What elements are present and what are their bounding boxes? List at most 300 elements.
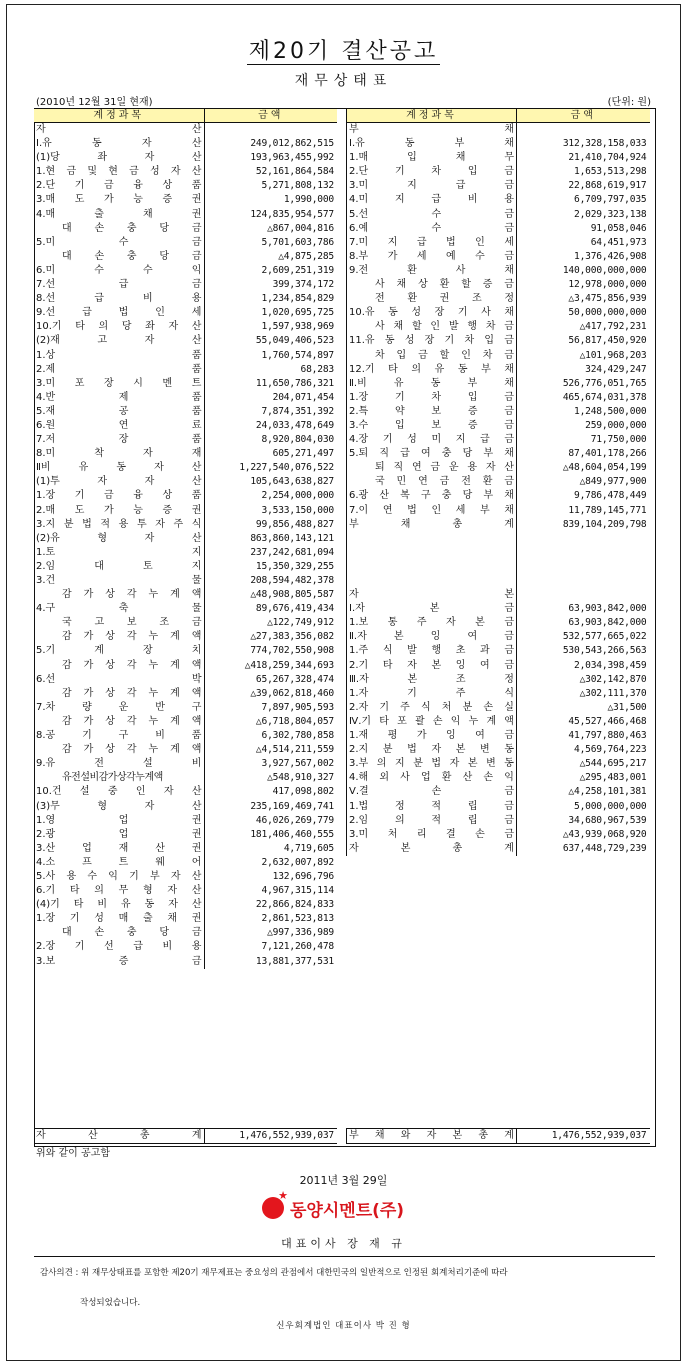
amount-cell: 399,374,172 bbox=[204, 278, 337, 292]
table-row bbox=[34, 743, 337, 757]
account-label: 7. 미 지 급 법 인 세 bbox=[349, 236, 514, 248]
table-row bbox=[347, 687, 650, 701]
amount-cell: 1,990,000 bbox=[204, 193, 337, 207]
liabilities-equity-total-amount: 1,476,552,939,037 bbox=[517, 1129, 650, 1144]
account-name bbox=[347, 687, 517, 701]
account-name bbox=[347, 771, 517, 785]
account-name bbox=[347, 489, 517, 503]
assets-table bbox=[34, 108, 337, 969]
account-name bbox=[347, 461, 517, 475]
account-name bbox=[347, 814, 517, 828]
account-name bbox=[34, 165, 204, 179]
account-label: 1. 현 금 및 현 금 성 자 산 bbox=[36, 166, 202, 178]
account-label: 9. 유 전 설 비 bbox=[36, 758, 202, 770]
amount-cell: 64,451,973 bbox=[517, 236, 650, 250]
account-label: 11. 유 동 성 장 기 차 입 금 bbox=[349, 335, 514, 347]
table-row bbox=[347, 814, 650, 828]
account-name bbox=[347, 151, 517, 165]
account-label: 2. 광 업 권 bbox=[36, 828, 202, 840]
account-name bbox=[34, 560, 204, 574]
table-row bbox=[347, 701, 650, 715]
amount-cell: 63,903,842,000 bbox=[517, 616, 650, 630]
account-name bbox=[34, 602, 204, 616]
audit-opinion: 감사의견 : 위 재무상태표를 포함한 제20기 재무제표는 중요성의 관점에서 대한민국의 일반적으로 인정된 회계처리기준에 따라 bbox=[40, 1268, 508, 1278]
account-name bbox=[347, 137, 517, 151]
account-name bbox=[347, 391, 517, 405]
table-row bbox=[347, 532, 650, 546]
amount-cell: 530,543,266,563 bbox=[517, 644, 650, 658]
table-row bbox=[34, 574, 337, 588]
amount-cell: 637,448,729,239 bbox=[517, 842, 650, 856]
account-label: 자 산 bbox=[36, 124, 202, 135]
account-label: 1. 법 정 적 립 금 bbox=[349, 800, 514, 812]
amount-cell: 105,643,638,827 bbox=[204, 475, 337, 489]
table-row bbox=[347, 757, 650, 771]
account-label: 대 손 충 당 금 bbox=[62, 222, 202, 234]
account-label: Ⅰ. 유 동 자 산 bbox=[36, 138, 202, 150]
table-row bbox=[34, 137, 337, 151]
account-name bbox=[347, 320, 517, 334]
account-name bbox=[347, 504, 517, 518]
table-row bbox=[34, 870, 337, 884]
account-label: 전 환 권 조 정 bbox=[375, 293, 514, 305]
audit-opinion-continued: 작성되었습니다. bbox=[80, 1298, 141, 1308]
account-name bbox=[34, 828, 204, 842]
account-name bbox=[347, 673, 517, 687]
auditor-signature: 신우회계법인 대표이사 박 진 형 bbox=[276, 1321, 411, 1331]
table-row bbox=[347, 391, 650, 405]
amount-cell bbox=[517, 574, 650, 588]
account-name bbox=[34, 588, 204, 602]
account-label: 2. 자 기 주 식 처 분 손 실 bbox=[349, 701, 514, 713]
account-label: 8. 부 가 세 예 수 금 bbox=[349, 250, 514, 262]
table-row bbox=[347, 363, 650, 377]
account-name bbox=[347, 546, 517, 560]
account-name bbox=[347, 785, 517, 799]
company-name: 동양시멘트(주) bbox=[290, 1200, 405, 1221]
account-label: 부 채 총 계 bbox=[349, 518, 514, 530]
account-name bbox=[34, 208, 204, 222]
account-label: 8. 선 급 비 용 bbox=[36, 293, 202, 305]
table-row bbox=[347, 673, 650, 687]
amount-cell: △43,939,068,920 bbox=[517, 828, 650, 842]
account-label: 5. 기 계 장 치 bbox=[36, 645, 202, 657]
account-name bbox=[347, 842, 517, 856]
account-label: 국 민 연 금 전 환 금 bbox=[375, 476, 514, 488]
statement-subtitle: 재무상태표 bbox=[294, 73, 393, 89]
account-label: 1. 주 식 발 행 초 과 금 bbox=[349, 645, 514, 657]
account-label: 7. 저 장 품 bbox=[36, 434, 202, 446]
account-label: 2. 임 대 토 지 bbox=[36, 560, 202, 572]
account-name bbox=[347, 250, 517, 264]
amount-cell: △39,062,818,460 bbox=[204, 687, 337, 701]
table-row bbox=[34, 701, 337, 715]
account-label: 1. 상 품 bbox=[36, 349, 202, 361]
amount-cell: 1,597,938,969 bbox=[204, 320, 337, 334]
account-label: 2. 매 도 가 능 증 권 bbox=[36, 504, 202, 516]
account-name bbox=[347, 518, 517, 532]
table-row bbox=[347, 137, 650, 151]
liabilities-account-header: 계정과목 bbox=[347, 109, 517, 123]
account-label: 4. 매 출 채 권 bbox=[36, 208, 202, 220]
amount-cell: 863,860,143,121 bbox=[204, 532, 337, 546]
table-row bbox=[347, 518, 650, 532]
account-label: 4. 반 제 품 bbox=[36, 391, 202, 403]
account-label: 2. 특 약 보 증 금 bbox=[349, 405, 514, 417]
issue-date: 2011년 3월 29일 bbox=[299, 1174, 388, 1187]
amount-cell: 65,267,328,474 bbox=[204, 673, 337, 687]
account-name bbox=[34, 814, 204, 828]
amount-cell: 417,098,802 bbox=[204, 785, 337, 799]
account-name bbox=[347, 644, 517, 658]
table-row bbox=[347, 193, 650, 207]
account-label: (2) 재 고 자 산 bbox=[36, 335, 202, 347]
table-row bbox=[34, 433, 337, 447]
account-name bbox=[347, 363, 517, 377]
table-row bbox=[347, 771, 650, 785]
amount-cell: 41,797,880,463 bbox=[517, 729, 650, 743]
table-row bbox=[347, 123, 650, 138]
table-row bbox=[34, 363, 337, 377]
account-name bbox=[347, 433, 517, 447]
table-row bbox=[34, 179, 337, 193]
table-row bbox=[347, 644, 650, 658]
amount-cell: 5,701,603,786 bbox=[204, 236, 337, 250]
table-row bbox=[34, 504, 337, 518]
account-label: 1. 보 통 주 자 본 금 bbox=[349, 617, 514, 629]
amount-cell: △417,792,231 bbox=[517, 320, 650, 334]
account-label: (3) 무 형 자 산 bbox=[36, 800, 202, 812]
amount-cell: △544,695,217 bbox=[517, 757, 650, 771]
table-row bbox=[34, 800, 337, 814]
amount-cell: 87,401,178,266 bbox=[517, 447, 650, 461]
amount-cell: 1,234,854,829 bbox=[204, 292, 337, 306]
account-name bbox=[34, 785, 204, 799]
account-label: 10. 건 설 중 인 자 산 bbox=[36, 786, 202, 798]
account-name bbox=[347, 574, 517, 588]
table-row bbox=[34, 405, 337, 419]
account-name bbox=[34, 771, 204, 785]
account-label: Ⅲ. 자 본 조 정 bbox=[349, 673, 514, 685]
table-row bbox=[34, 757, 337, 771]
account-label: 7. 차 량 운 반 구 bbox=[36, 701, 202, 713]
account-label: (2) 유 형 자 산 bbox=[36, 532, 202, 544]
account-name bbox=[34, 842, 204, 856]
table-row bbox=[34, 447, 337, 461]
account-name bbox=[34, 278, 204, 292]
amount-cell: 7,874,351,392 bbox=[204, 405, 337, 419]
amount-cell bbox=[517, 532, 650, 546]
account-name bbox=[347, 278, 517, 292]
account-name bbox=[34, 363, 204, 377]
table-row bbox=[347, 278, 650, 292]
table-row bbox=[34, 729, 337, 743]
amount-cell: △548,910,327 bbox=[204, 771, 337, 785]
table-row bbox=[34, 419, 337, 433]
table-row bbox=[34, 602, 337, 616]
amount-cell: 526,776,051,765 bbox=[517, 377, 650, 391]
account-label: 2. 지 분 법 자 본 변 동 bbox=[349, 744, 514, 756]
account-name bbox=[34, 532, 204, 546]
amount-cell bbox=[204, 123, 337, 138]
table-row bbox=[34, 546, 337, 560]
account-name bbox=[347, 377, 517, 391]
assets-total-amount: 1,476,552,939,037 bbox=[204, 1129, 337, 1144]
account-name bbox=[347, 306, 517, 320]
account-label: (1) 당 좌 자 산 bbox=[36, 152, 202, 164]
account-label: 2. 단 기 금 융 상 품 bbox=[36, 180, 202, 192]
account-name bbox=[347, 475, 517, 489]
account-name bbox=[347, 630, 517, 644]
table-row bbox=[347, 475, 650, 489]
table-row bbox=[34, 236, 337, 250]
amount-cell: 50,000,000,000 bbox=[517, 306, 650, 320]
account-label: 3. 부 의 지 분 법 자 본 변 동 bbox=[349, 758, 514, 770]
amount-cell: 21,410,704,924 bbox=[517, 151, 650, 165]
amount-cell: 204,071,454 bbox=[204, 391, 337, 405]
table-row bbox=[34, 616, 337, 630]
table-row bbox=[34, 278, 337, 292]
amount-cell bbox=[517, 123, 650, 138]
amount-cell: △302,111,370 bbox=[517, 687, 650, 701]
closing-note: 위와 같이 공고함 bbox=[36, 1148, 110, 1159]
amount-cell bbox=[517, 560, 650, 574]
amount-cell: 132,696,796 bbox=[204, 870, 337, 884]
amount-cell: △295,483,001 bbox=[517, 771, 650, 785]
table-row bbox=[347, 828, 650, 842]
account-name bbox=[347, 701, 517, 715]
account-label: 3. 산 업 재 산 권 bbox=[36, 842, 202, 854]
account-label: 1. 자 기 주 식 bbox=[349, 687, 514, 699]
amount-cell: 839,104,209,798 bbox=[517, 518, 650, 532]
account-label: 10. 기 타 의 당 좌 자 산 bbox=[36, 321, 202, 333]
table-row bbox=[34, 771, 337, 785]
account-name bbox=[34, 574, 204, 588]
amount-cell: 45,527,466,468 bbox=[517, 715, 650, 729]
amount-cell: 34,680,967,539 bbox=[517, 814, 650, 828]
table-row bbox=[347, 405, 650, 419]
account-name bbox=[34, 616, 204, 630]
amount-cell: 249,012,862,515 bbox=[204, 137, 337, 151]
amount-cell: 2,861,523,813 bbox=[204, 912, 337, 926]
account-name bbox=[347, 757, 517, 771]
account-name bbox=[34, 800, 204, 814]
amount-cell: 4,719,605 bbox=[204, 842, 337, 856]
table-row bbox=[34, 222, 337, 236]
amount-cell: △101,968,203 bbox=[517, 349, 650, 363]
account-name bbox=[347, 222, 517, 236]
table-row bbox=[347, 504, 650, 518]
amount-cell: 12,978,000,000 bbox=[517, 278, 650, 292]
amount-cell: 1,653,513,298 bbox=[517, 165, 650, 179]
table-row bbox=[347, 447, 650, 461]
table-row bbox=[34, 912, 337, 926]
account-name bbox=[347, 349, 517, 363]
table-row bbox=[347, 349, 650, 363]
amount-cell: 63,903,842,000 bbox=[517, 602, 650, 616]
account-label: 감 가 상 각 누 계 액 bbox=[62, 715, 202, 727]
account-label: 1. 장 기 성 매 출 채 권 bbox=[36, 913, 202, 925]
account-name bbox=[347, 405, 517, 419]
account-name bbox=[347, 828, 517, 842]
table-row bbox=[347, 208, 650, 222]
table-row bbox=[34, 377, 337, 391]
table-row bbox=[34, 715, 337, 729]
account-label: 1. 장 기 차 입 금 bbox=[349, 391, 514, 403]
account-name bbox=[34, 856, 204, 870]
amount-cell: 774,702,550,908 bbox=[204, 644, 337, 658]
table-row bbox=[347, 433, 650, 447]
account-name bbox=[34, 264, 204, 278]
amount-cell: 5,271,808,132 bbox=[204, 179, 337, 193]
amount-cell: 2,609,251,319 bbox=[204, 264, 337, 278]
amount-cell: 55,049,406,523 bbox=[204, 334, 337, 348]
amount-cell: 3,927,567,002 bbox=[204, 757, 337, 771]
amount-cell: △4,875,285 bbox=[204, 250, 337, 264]
account-label: 4. 구 축 물 bbox=[36, 603, 202, 615]
account-name bbox=[34, 349, 204, 363]
account-name bbox=[34, 292, 204, 306]
account-name bbox=[347, 419, 517, 433]
liabilities-table bbox=[346, 108, 650, 856]
table-row bbox=[34, 264, 337, 278]
amount-cell: 124,835,954,577 bbox=[204, 208, 337, 222]
amount-cell: 208,594,482,378 bbox=[204, 574, 337, 588]
account-name bbox=[34, 546, 204, 560]
account-label: (1) 투 자 자 산 bbox=[36, 476, 202, 488]
table-row bbox=[34, 334, 337, 348]
account-label: Ⅰ. 유 동 부 채 bbox=[349, 138, 514, 150]
account-name bbox=[347, 588, 517, 602]
account-name bbox=[34, 433, 204, 447]
table-row bbox=[347, 151, 650, 165]
amount-cell: 4,569,764,223 bbox=[517, 743, 650, 757]
amount-cell: 237,242,681,094 bbox=[204, 546, 337, 560]
amount-cell: 140,000,000,000 bbox=[517, 264, 650, 278]
table-row bbox=[347, 236, 650, 250]
account-name bbox=[347, 560, 517, 574]
amount-cell: △997,336,989 bbox=[204, 926, 337, 940]
account-label: Ⅱ. 비 유 동 부 채 bbox=[349, 377, 514, 389]
amount-cell: 1,376,426,908 bbox=[517, 250, 650, 264]
table-row bbox=[347, 334, 650, 348]
table-row bbox=[34, 208, 337, 222]
account-label: 1. 토 지 bbox=[36, 546, 202, 558]
assets-amount-header: 금액 bbox=[204, 109, 337, 123]
account-label: 대 손 충 당 금 bbox=[62, 927, 202, 939]
amount-cell: △302,142,870 bbox=[517, 673, 650, 687]
table-row bbox=[34, 842, 337, 856]
amount-cell: △849,977,900 bbox=[517, 475, 650, 489]
amount-cell: 68,283 bbox=[204, 363, 337, 377]
account-name bbox=[34, 687, 204, 701]
table-row bbox=[34, 898, 337, 912]
amount-cell: 324,429,247 bbox=[517, 363, 650, 377]
account-label: 5. 미 수 금 bbox=[36, 236, 202, 248]
account-label: 2. 기 타 자 본 잉 여 금 bbox=[349, 659, 514, 671]
account-label: 12. 기 타 의 유 동 부 채 bbox=[349, 363, 514, 375]
amount-cell: 4,967,315,114 bbox=[204, 884, 337, 898]
account-name bbox=[34, 391, 204, 405]
table-row bbox=[34, 193, 337, 207]
account-name bbox=[347, 743, 517, 757]
table-row bbox=[34, 391, 337, 405]
account-label: 자 본 총 계 bbox=[349, 842, 514, 854]
account-name bbox=[347, 236, 517, 250]
table-row bbox=[347, 419, 650, 433]
account-name bbox=[34, 757, 204, 771]
account-name bbox=[34, 151, 204, 165]
account-label: Ⅳ. 기 타 포 괄 손 익 누 계 액 bbox=[349, 715, 514, 727]
amount-cell: △6,718,804,057 bbox=[204, 715, 337, 729]
account-label: 3. 지 분 법 적 용 투 자 주 식 bbox=[36, 518, 202, 530]
table-row bbox=[347, 546, 650, 560]
table-row bbox=[347, 222, 650, 236]
table-row bbox=[34, 165, 337, 179]
amount-cell: 11,789,145,771 bbox=[517, 504, 650, 518]
account-name bbox=[34, 644, 204, 658]
amount-cell: △4,514,211,559 bbox=[204, 743, 337, 757]
amount-cell: △3,475,856,939 bbox=[517, 292, 650, 306]
table-row bbox=[34, 123, 337, 138]
amount-cell: 13,881,377,531 bbox=[204, 955, 337, 969]
amount-cell: 46,026,269,779 bbox=[204, 814, 337, 828]
account-label: 5. 재 공 품 bbox=[36, 405, 202, 417]
amount-cell: 99,856,488,827 bbox=[204, 518, 337, 532]
account-name bbox=[34, 870, 204, 884]
account-label: 6. 예 수 금 bbox=[349, 222, 514, 234]
liabilities-equity-total-label: 부 채 와 자 본 총 계 bbox=[347, 1129, 517, 1144]
table-row bbox=[34, 320, 337, 334]
amount-cell: 532,577,665,022 bbox=[517, 630, 650, 644]
amount-cell: 7,897,905,593 bbox=[204, 701, 337, 715]
account-name bbox=[34, 419, 204, 433]
liabilities-equity-total bbox=[346, 1128, 650, 1144]
table-row bbox=[34, 475, 337, 489]
table-row bbox=[347, 743, 650, 757]
amount-cell: △867,004,816 bbox=[204, 222, 337, 236]
account-name bbox=[347, 292, 517, 306]
account-name bbox=[347, 334, 517, 348]
account-name bbox=[34, 405, 204, 419]
account-label: 사 채 할 인 발 행 차 금 bbox=[375, 321, 514, 333]
account-name bbox=[347, 179, 517, 193]
account-name bbox=[34, 504, 204, 518]
table-row bbox=[347, 306, 650, 320]
account-label: 6. 선 박 bbox=[36, 673, 202, 685]
account-label: 6. 미 수 수 익 bbox=[36, 264, 202, 276]
account-label: 감 가 상 각 누 계 액 bbox=[62, 589, 202, 601]
table-row bbox=[347, 461, 650, 475]
account-name bbox=[34, 926, 204, 940]
amount-cell: 2,029,323,138 bbox=[517, 208, 650, 222]
amount-cell: 2,034,398,459 bbox=[517, 659, 650, 673]
account-name bbox=[347, 729, 517, 743]
amount-cell: 91,058,046 bbox=[517, 222, 650, 236]
table-row bbox=[34, 955, 337, 969]
divider bbox=[34, 1256, 655, 1257]
account-label: 5. 사 용 수 익 기 부 자 산 bbox=[36, 870, 202, 882]
assets-total-label: 자 산 총 계 bbox=[34, 1129, 204, 1144]
table-row bbox=[347, 179, 650, 193]
amount-cell: △4,258,101,381 bbox=[517, 785, 650, 799]
amount-cell: 1,760,574,897 bbox=[204, 349, 337, 363]
account-label: 1. 장 기 금 융 상 품 bbox=[36, 490, 202, 502]
account-label: 3. 미 포 장 시 멘 트 bbox=[36, 377, 202, 389]
account-label: 3. 건 물 bbox=[36, 575, 202, 586]
account-label: 2. 단 기 차 입 금 bbox=[349, 166, 514, 178]
account-name bbox=[347, 532, 517, 546]
